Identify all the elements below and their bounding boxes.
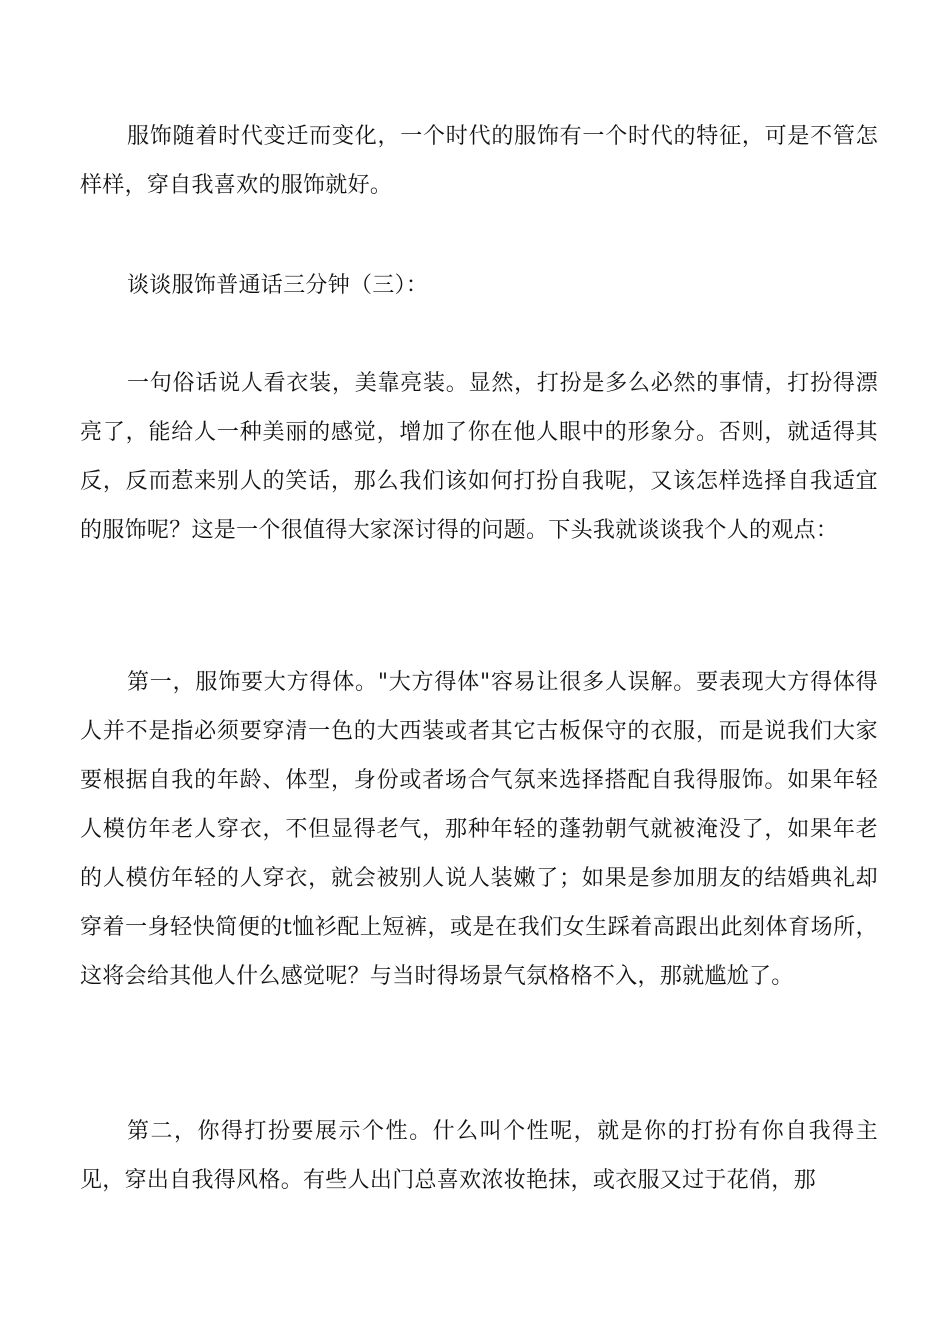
paragraph-intro: 一句俗话说人看衣装，美靠亮装。显然，打扮是多么必然的事情，打扮得漂亮了，能给人一种美丽的感觉，增加了你在他人眼中的形象分。否则，就适得其反，反而惹来别人的笑话，那么我们该如何打扮自我呢，又该怎样选择自我适宜的服饰呢？这是一个很值得大家深讨得的问题。下头我就谈谈我个人的观点： (80, 371, 878, 543)
paragraph-point-one: 第一，服饰要大方得体。"大方得体"容易让很多人误解。要表现大方得体得人并不是指必须要穿清一色的大西装或者其它古板保守的衣服，而是说我们大家要根据自我的年龄、体型，身份或者场合气氛来选择搭配自我得服饰。如果年轻人模仿年老人穿衣，不但显得老气，那种年轻的蓬勃朝气就被淹没了，如果年老的人模仿年轻的人穿衣，就会被别人说人装嫩了；如果是参加朋友的结婚典礼却穿着一身轻快简便的t恤衫配上短裤，或是在我们女生踩着高跟出此刻体育场所，这将会给其他人什么感觉呢？与当时得场景气氛格格不入，那就尴尬了。 (80, 670, 878, 989)
section-heading: 谈谈服饰普通话三分钟（三）： (127, 273, 429, 298)
paragraph-clothing-changes: 服饰随着时代变迁而变化，一个时代的服饰有一个时代的特征，可是不管怎样样，穿自我喜欢的服饰就好。 (80, 124, 878, 198)
paragraph-point-two: 第二，你得打扮要展示个性。什么叫个性呢，就是你的打扮有你自我得主见，穿出自我得风格。有些人出门总喜欢浓妆艳抹，或衣服又过于花俏，那 (80, 1119, 878, 1193)
